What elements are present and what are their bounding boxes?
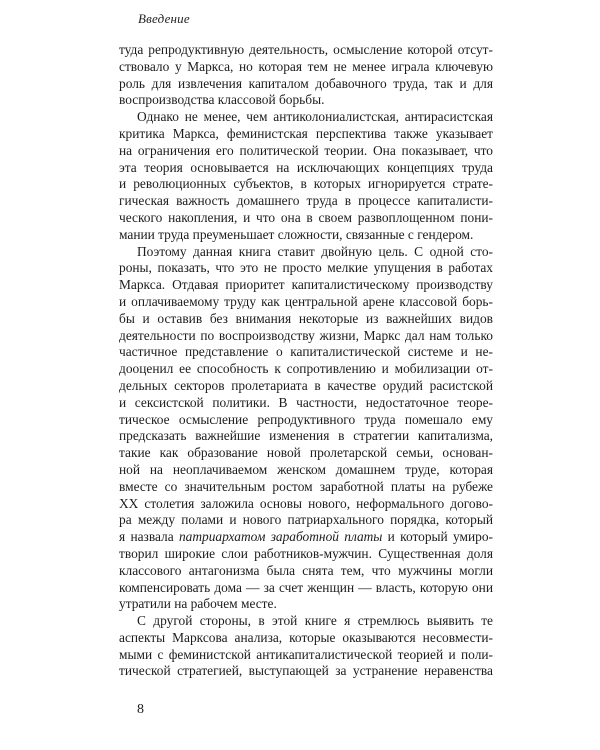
page-number: 8 [137,702,144,717]
text-line: дельных секторов пролетариата в качестве орудий расистской [119,377,493,393]
italic-phrase: патриархатом заработной платы [178,529,383,545]
text-line: мыми с феминистской антикапиталистической теорией и поли- [119,646,493,662]
text-line: ной на неоплачиваемом женском домашнем труде, которая [119,461,493,477]
text-line: бы и оставив без внимания некоторые из важнейших видов [119,310,493,326]
text-line: аспекты Марксова анализа, которые оказываются несовмести- [119,629,493,645]
text-line: С другой стороны, в этой книге я стремлюсь выявить те [137,613,493,629]
text-line: и сексистской политики. В частности, недостаточное теоре- [119,394,493,410]
text-line [119,529,493,546]
text-block [119,42,493,680]
text-line: и революционных субъектов, в которых игнорируется страте- [119,176,493,192]
text-line: ра между полами и нового патриархального порядка, который [119,512,493,528]
text-line: утратили на рабочем месте. [119,596,277,612]
text-line: вместе со значительным ростом заработной платы на рубеже [119,478,493,494]
text-line: классового антагонизма была снята тем, что мужчины могли [119,562,493,578]
text-line: ческого накопления, и что она в своем развоплощенном пони- [119,209,493,225]
text-line: критика Маркса, феминистская перспектива также указывает [119,125,493,141]
text-segment: я назвала [119,529,179,545]
text-line: такие как образование новой пролетарской семьи, основан- [119,445,493,461]
text-line: эта теория основывается на исключающих концепциях труда [119,159,493,175]
text-line: тическое осмысление репродуктивного труда помешало ему [119,411,493,427]
text-line: мании труда преуменьшает сложности, связанные с гендером. [119,226,474,242]
text-line: и оплачиваемому труду как центральной арене классовой борь- [119,293,493,309]
text-line: компенсировать дома — за счет женщин — власть, которую они [119,579,493,595]
text-line: ствовало у Маркса, но которая тем не менее играла ключевую [119,58,493,74]
text-line: на ограничения его политической теории. Она показывает, что [119,142,493,158]
text-line: воспроизводства классовой борьбы. [119,92,325,108]
text-line: роны, показать, что это не просто мелкие упущения в работах [119,260,493,276]
running-header: Введение [138,11,190,26]
text-line: предсказать важнейшие изменения в стратегии капитализма, [119,428,493,444]
text-line: Однако не менее, чем антиколониалистская, антирасистская [137,109,493,125]
text-line: частичное представление о капиталистической системе и не- [119,344,493,360]
text-line: тической стратегией, выступающей за устранение неравенства [119,663,493,679]
text-line: деятельности по воспроизводству жизни, Маркс дал нам только [119,327,493,343]
text-line: Маркса. Отдавая приоритет капиталистическому производству [119,277,493,293]
text-line: Поэтому данная книга ставит двойную цель. С одной сто- [137,243,493,259]
text-line: гическая важность домашнего труда в процессе капиталисти- [119,193,493,209]
text-segment: и который умиро- [382,529,493,545]
text-line: творил широкие слои работников-мужчин. Существенная доля [119,545,493,561]
text-line: туда репродуктивную деятельность, осмысление которой отсут- [119,42,493,57]
text-line: дооценил ее способность к сопротивлению и мобилизации от- [119,361,493,377]
text-line: XX столетия заложила основы нового, неформального догово- [119,495,493,511]
text-line: роль для извлечения капиталом добавочного труда, так и для [119,75,493,91]
